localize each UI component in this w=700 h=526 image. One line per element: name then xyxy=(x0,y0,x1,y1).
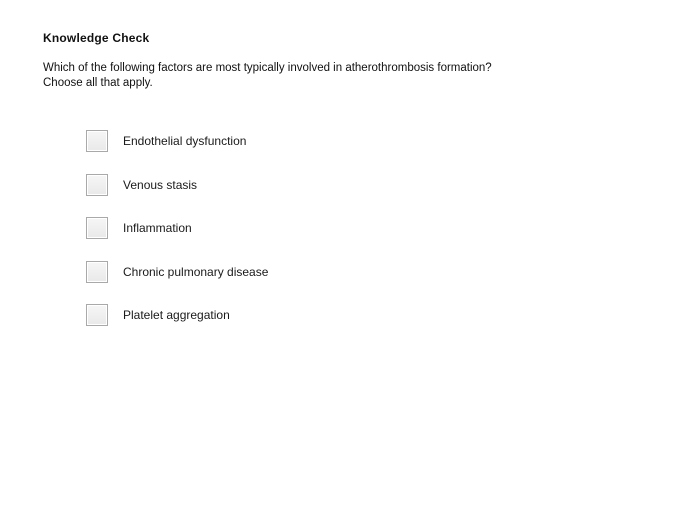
checkbox[interactable] xyxy=(86,304,108,326)
option-platelet-aggregation[interactable] xyxy=(86,302,268,328)
option-label: Chronic pulmonary disease xyxy=(123,264,269,279)
checkbox[interactable] xyxy=(86,130,108,152)
option-label: Endothelial dysfunction xyxy=(123,134,247,148)
option-inflammation[interactable] xyxy=(86,215,268,241)
option-chronic-pulmonary-disease[interactable] xyxy=(86,259,268,285)
option-endothelial-dysfunction[interactable] xyxy=(86,128,268,154)
option-label: Venous stasis xyxy=(123,177,198,192)
option-venous-stasis[interactable] xyxy=(86,172,268,198)
answer-options xyxy=(86,128,268,346)
option-label: Platelet aggregation xyxy=(123,308,230,322)
question-text xyxy=(43,61,643,91)
page-title: Knowledge Check xyxy=(43,31,150,45)
option-label: Inflammation xyxy=(123,221,192,235)
question-instruction: Choose all that apply. xyxy=(43,77,153,89)
checkbox[interactable] xyxy=(86,174,108,196)
question-prompt: Which of the following factors are most typically involved in atherothrombosis formation? xyxy=(43,62,492,74)
checkbox[interactable] xyxy=(86,261,108,283)
checkbox[interactable] xyxy=(86,217,108,239)
